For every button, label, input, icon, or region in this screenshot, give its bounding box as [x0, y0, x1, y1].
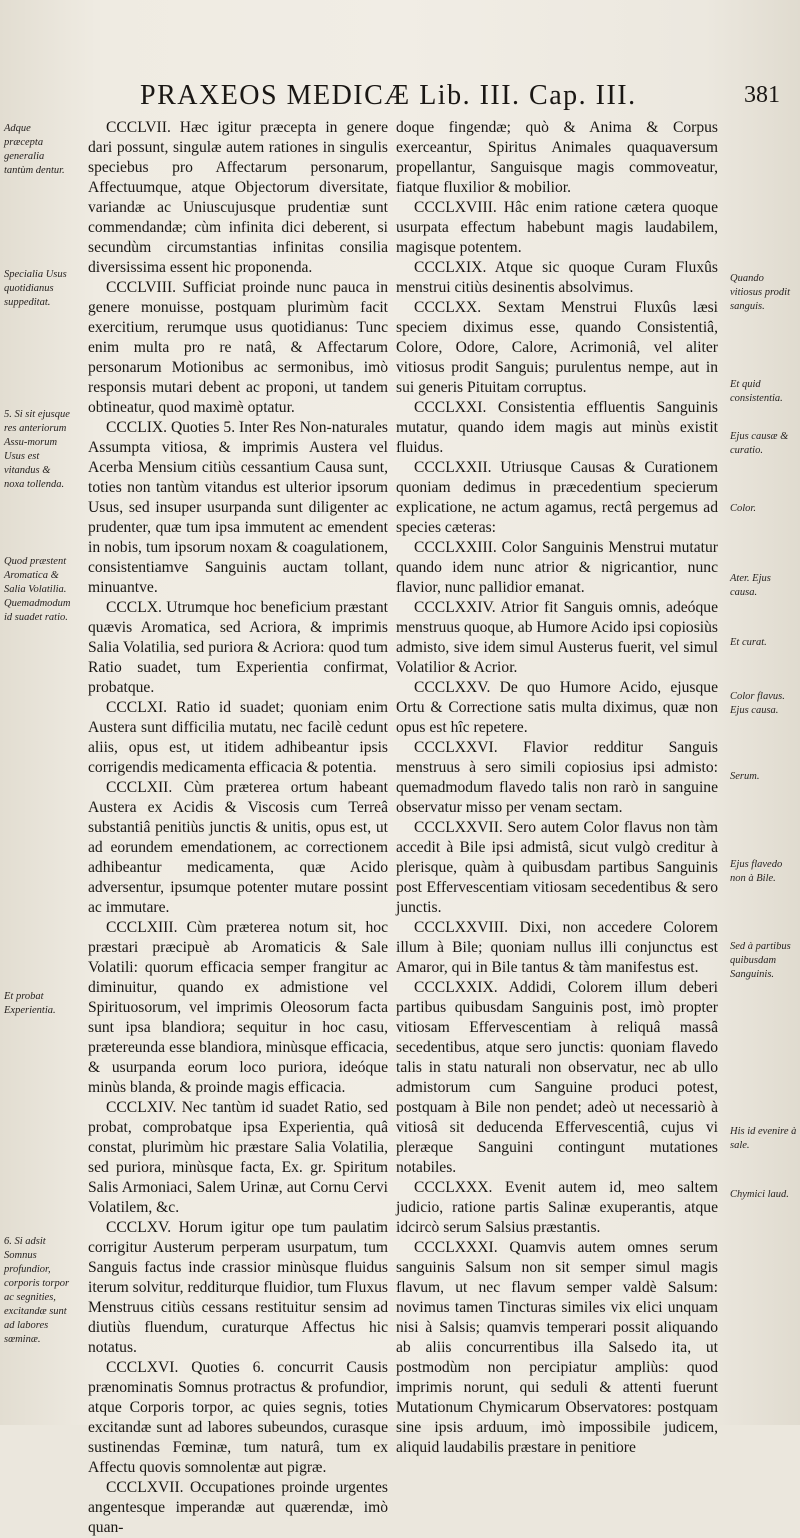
- paragraph: doque fingendæ; quò & Anima & Corpus exerceantur, Spiritus Animales quaquaversum propellantur, Sanguisque magis commoveatur, fiatque fluxilior & mobilior.: [396, 119, 718, 196]
- paragraph: CCCLXXIV. Atrior fit Sanguis omnis, adeóque menstruus quoque, ab Humore Acido ipsi copiosiùs admisto, sive idem simul Austerus fuerit, vel simul Volatilior & Acrior.: [396, 599, 718, 676]
- margin-note-left: Et probat Experientia.: [4, 991, 56, 1016]
- paragraph: CCCLXXII. Utriusque Causas & Curationem quoniam dedimus in præcedentium specierum explicatione, ne actum agamus, rectâ pergemus ad species cæteras:: [396, 459, 718, 536]
- margin-note-left: 5. Si sit ejusque res anteriorum Assu-morum Usus est vitandus & noxa tollenda.: [4, 409, 70, 490]
- margin-note-right: Ejus causæ & curatio.: [730, 431, 789, 456]
- paragraph: CCCLXIV. Nec tantùm id suadet Ratio, sed probat, comprobatque ipsa Experientia, quâ constat, plurimùm hic præstare Salia Volatilia, sed puriora, minùsque facta, Ex. gr. Spiritum Salis Armoniaci, Salem Urinæ, aut Cornu Cervi Volatilem, &c.: [88, 1099, 388, 1216]
- margin-note-right: Color.: [730, 503, 756, 514]
- paragraph: CCCLXV. Horum igitur ope tum paulatim corrigitur Austerum perperam usurpatum, tum Sanguis factus inde crassior minùsque fluidus iterum solvitur, redditurque fluidior, tum Fluxus Menstruus citiùs cessans restituitur sensim ad diutiùs fluendum, curaturque Affectus hic notatus.: [88, 1219, 388, 1356]
- paragraph: CCCLXVIII. Hâc enim ratione cætera quoque usurpata effectum habebunt magis laudabilem, magisque potentem.: [396, 199, 718, 256]
- paragraph: CCCLXXIX. Addidi, Colorem illum deberi partibus quibusdam Sanguinis post, imò propter vitiosam Effervescentiam à reliquâ massâ secedentibus, atque sero junctis: quoniam flavedo talis in statu naturali non observatur, nec ab ullo admistorum cum Sanguine produci potest, postquam à Bile non pendet; adeò ut necessariò à vitiosâ sit deducenda Effervescentiâ, cujus vi pleræque Sanguini contingunt mutationes notabiles.: [396, 979, 718, 1176]
- paragraph: CCCLXXV. De quo Humore Acido, ejusque Ortu & Correctione satis multa diximus, quæ non opus est hîc repetere.: [396, 679, 718, 736]
- running-head: PRAXEOS MEDICÆ Lib. III. Cap. III.: [140, 80, 637, 111]
- margin-note-right: Quando vitiosus prodit sanguis.: [730, 273, 790, 312]
- margin-note-right: Et quid consistentia.: [730, 379, 783, 404]
- paragraph: CCCLXVI. Quoties 6. concurrit Causis prænominatis Somnus protractus & profundior, atque Corporis torpor, ac quies segnis, toties excitandæ sunt ad labores subeundos, curasque sustinendas Fœminæ, tum naturâ, tum ex Affectu quovis somnolentæ aut pigræ.: [88, 1359, 388, 1476]
- paragraph: CCCLX. Utrumque hoc beneficium præstant quævis Aromatica, sed Acriora, & imprimis Salia Volatilia, sed puriora & Acriora: quod tum Ratio suadet, tum Experientia confirmat, probatque.: [88, 599, 388, 696]
- page-header: [140, 80, 780, 114]
- margin-note-left: Adque præcepta generalia tantùm dentur.: [4, 123, 65, 176]
- paragraph: CCCLXXVI. Flavior redditur Sanguis menstruus à sero simili copiosius ipsi admisto: quemadmodum flavedo talis non rarò in sanguine observatur misso per venam sectam.: [396, 739, 718, 816]
- margin-note-right: Et curat.: [730, 637, 767, 648]
- margin-note-right: Color flavus. Ejus causa.: [730, 691, 785, 716]
- page-number: 381: [744, 82, 780, 108]
- paragraph: CCCLXXVIII. Dixi, non accedere Colorem illum à Bile; quoniam nullus illi conjunctus est Amaror, qui in Bile tantus & tàm manifestus est.: [396, 919, 718, 976]
- paragraph: CCCLXXX. Evenit autem id, meo saltem judicio, ratione partis Salinæ exuperantis, atque idcircò serum Salsius præstantis.: [396, 1179, 718, 1236]
- margin-note-right: Serum.: [730, 771, 760, 782]
- paragraph: CCCLXII. Cùm præterea ortum habeant Austera ex Acidis & Viscosis cum Terreâ substantiâ penitiùs junctis & unitis, opus est, ut ad eorundem emendationem, ac correctionem adhibeantur medicamenta, quæ Acido adversentur, ipsumque potenter mutare possint ac immutare.: [88, 779, 388, 916]
- left-text-column: [88, 118, 388, 1538]
- paragraph: CCCLXXXI. Quamvis autem omnes serum sanguinis Salsum non sit semper simul magis flavum, ut nec flavum semper valdè Salsum: novimus tamen Tincturas similes vix elici unquam nisi à Salsis; quamvis temperari possit aliquando ab aliis concurrentibus illa Salsedo ita, ut postmodùm non percipiatur ampliùs: quod imprimis norunt, qui seduli & attenti fuerunt Mutationum Chymicarum Observatores: postquam sine ipsis arduum, imò impossibile judicem, aliquid laudabilis præstare in penitiore: [396, 1239, 718, 1456]
- paragraph: CCCLVII. Hæc igitur præcepta in genere dari possunt, singulæ autem rationes in singulis speciebus pro Affectarum personarum, Affectuumque, atque Objectorum diversitate, variandæ ac Uniuscujusque prudentiæ sunt commendandæ; cùm infinita dici deberent, si secundùm circumstantias infinitas consilia diversissima essent hic proponenda.: [88, 119, 388, 276]
- margin-note-right: His id evenire à sale.: [730, 1126, 797, 1151]
- paragraph: CCCLXI. Ratio id suadet; quoniam enim Austera sunt difficilia mutatu, nec facilè cedunt aliis, opus est, ut itidem adhibeantur ipsis corrigendis medicamenta efficacia & potentia.: [88, 699, 388, 776]
- margin-note-left: Specialia Usus quotidianus suppeditat.: [4, 269, 67, 308]
- paragraph: CCCLXX. Sextam Menstrui Fluxûs læsi speciem diximus esse, quando Consistentiâ, Colore, Odore, Calore, Acrimoniâ, vel aliter vitiosus prodit Sanguis; purulentus nempe, aut in sui generis Pituitam corruptus.: [396, 299, 718, 396]
- paragraph: CCCLVIII. Sufficiat proinde nunc pauca in genere monuisse, postquam plurimùm facit exercitium, rerumque usus quotidianus: Tunc enim multa pro re natâ, & Affectarum personarum Motionibus ac sermonibus, imò responsis mutari debent ac proponi, ut tandem obtineatur, quod maximè optatur.: [88, 279, 388, 416]
- margin-note-left: 6. Si adsit Somnus profundior, corporis torpor ac segnities, excitandæ sunt ad labores sœminæ.: [4, 1236, 70, 1345]
- paragraph: CCCLXIX. Atque sic quoque Curam Fluxûs menstrui citiùs desinentis absolvimus.: [396, 259, 718, 296]
- right-text-column: [396, 118, 718, 1458]
- paragraph: CCCLIX. Quoties 5. Inter Res Non-naturales Assumpta vitiosa, & imprimis Austera vel Acerba Mensium citiùs cessantium Causa sunt, toties non tantùm vitandus est ulterior ipsorum Usus, sed insuper usurpanda sunt diligenter ac prudenter, quæ tum ipsa immutent ac emendent in nobis, tum ipsorum noxam & coagulationem, consistentiamve Sanguinis auctam tollant, minuantve.: [88, 419, 388, 596]
- margin-note-right: Ejus flavedo non à Bile.: [730, 859, 783, 884]
- paragraph: CCCLXXIII. Color Sanguinis Menstrui mutatur quando idem nunc atrior & nigricantior, nunc flavior, nunc pallidior emanat.: [396, 539, 718, 596]
- paragraph: CCCLXIII. Cùm præterea notum sit, hoc præstari præcipuè ab Aromaticis & Sale Volatili: quorum efficacia semper frangitur ac diminuitur, quando ex admistione vel Spirituosorum, vel imprimis Oleosorum facta sunt ipsa blandiora; sequitur in hoc casu, prætereunda esse blandiora, minùsque efficacia, & usurpanda eorum loco puriora, ideóque minùs blanda, & proinde magis efficacia.: [88, 919, 388, 1096]
- margin-note-right: Ater. Ejus causa.: [730, 573, 771, 598]
- paragraph: CCCLXXI. Consistentia effluentis Sanguinis mutatur, quando idem magis aut minùs existit fluidus.: [396, 399, 718, 456]
- margin-note-right: Chymici laud.: [730, 1189, 789, 1200]
- margin-note-right: Sed à partibus quibusdam Sanguinis.: [730, 941, 791, 980]
- paragraph: CCCLXVII. Occupationes proinde urgentes angentesque imperandæ aut quærendæ, imò quan-: [88, 1479, 388, 1536]
- paragraph: CCCLXXVII. Sero autem Color flavus non tàm accedit à Bile ipsi admistâ, sicut vulgò creditur à plerisque, quàm à quibusdam partibus Sanguinis post Effervescentiam vitiosam secedentibus & sero junctis.: [396, 819, 718, 916]
- margin-note-left: Quod præstent Aromatica & Salia Volatilia. Quemadmodum id suadet ratio.: [4, 556, 71, 623]
